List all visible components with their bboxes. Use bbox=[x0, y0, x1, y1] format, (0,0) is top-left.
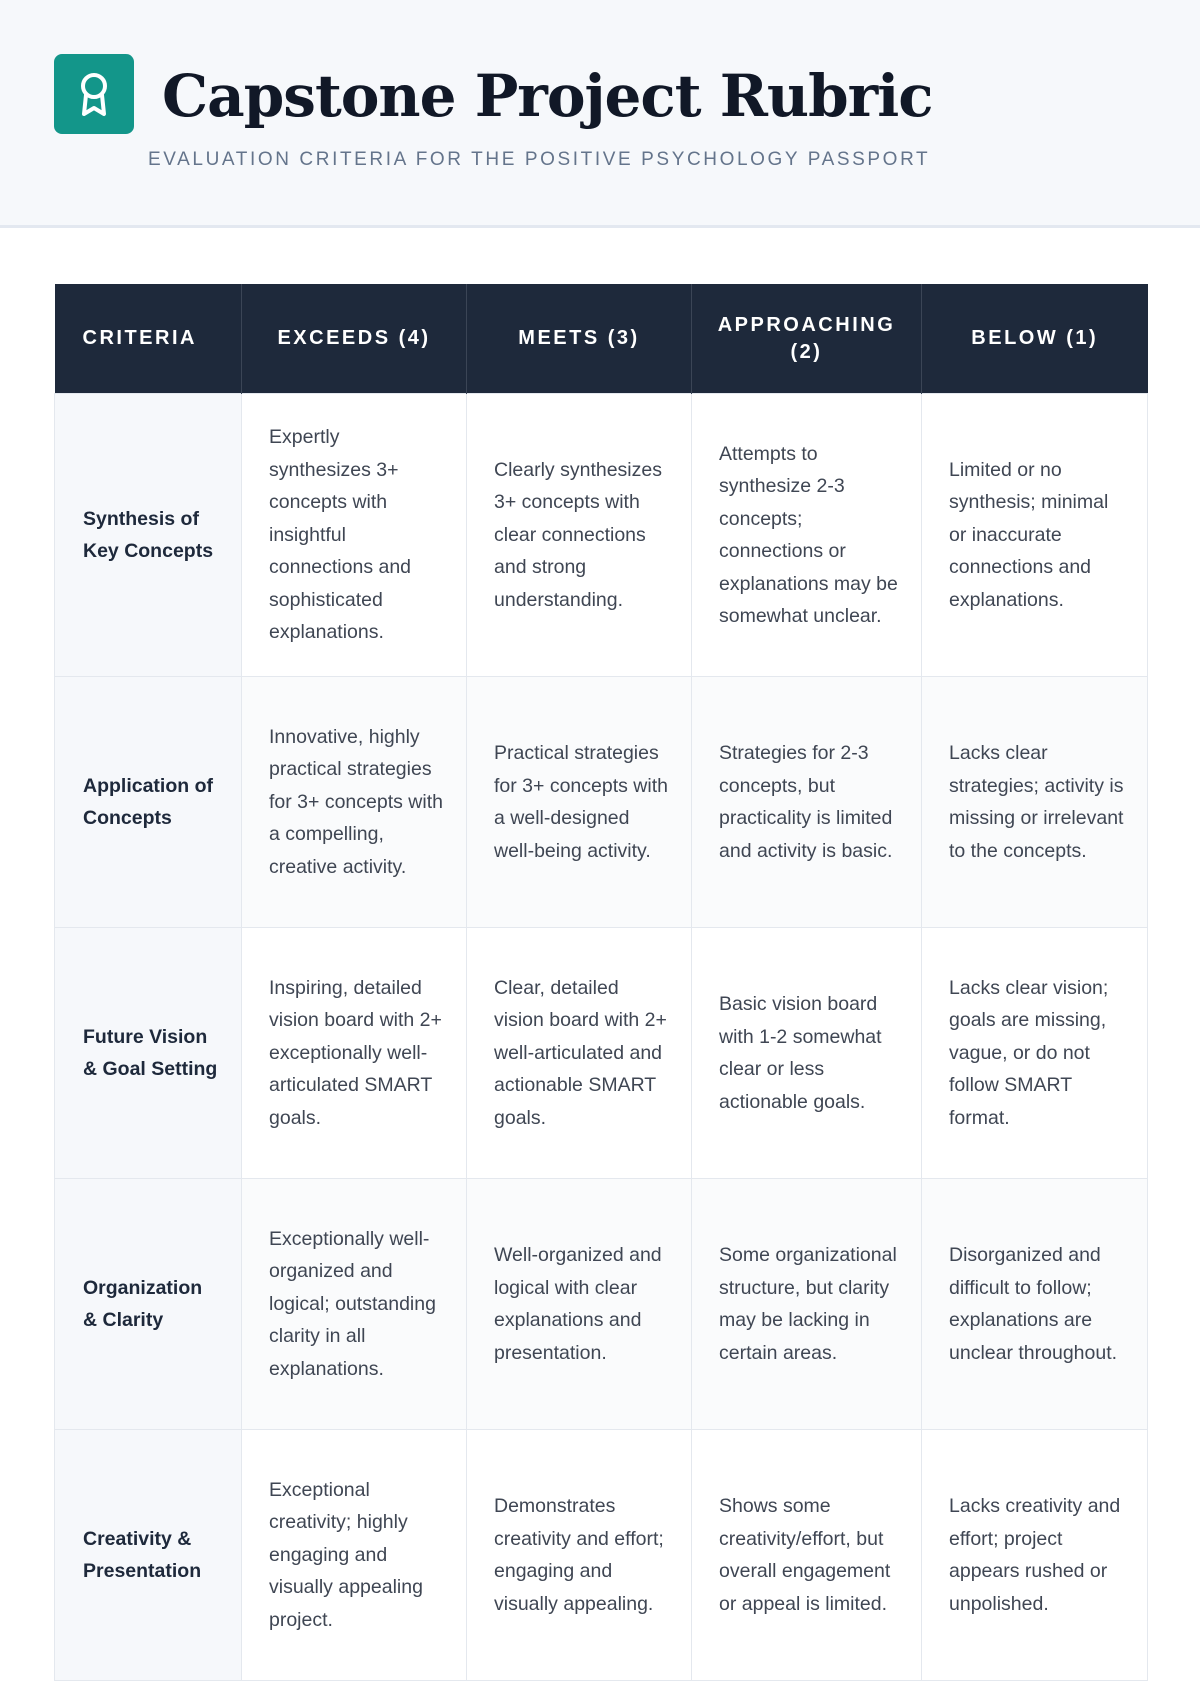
rubric-cell-exceeds: Exceptionally well-organized and logical; outstanding clarity in all explanations. bbox=[242, 1179, 467, 1430]
table-row bbox=[55, 394, 1148, 677]
page-header bbox=[0, 0, 1200, 228]
rubric-cell-below: Lacks clear vision; goals are missing, vague, or do not follow SMART format. bbox=[922, 928, 1148, 1179]
rubric-cell-approaching: Some organizational structure, but clarity may be lacking in certain areas. bbox=[692, 1179, 922, 1430]
criterion-label: Future Vision & Goal Setting bbox=[55, 928, 242, 1179]
rubric-cell-exceeds: Inspiring, detailed vision board with 2+ exceptionally well-articulated SMART goals. bbox=[242, 928, 467, 1179]
rubric-cell-approaching: Basic vision board with 1-2 somewhat clear or less actionable goals. bbox=[692, 928, 922, 1179]
table-row bbox=[55, 677, 1148, 928]
criterion-label: Creativity & Presentation bbox=[55, 1430, 242, 1681]
rubric-cell-approaching: Attempts to synthesize 2-3 concepts; connections or explanations may be somewhat unclear. bbox=[692, 394, 922, 677]
table-row bbox=[55, 1430, 1148, 1681]
column-header-exceeds: EXCEEDS (4) bbox=[242, 284, 467, 394]
rubric-cell-below: Limited or no synthesis; minimal or inaccurate connections and explanations. bbox=[922, 394, 1148, 677]
criterion-label: Synthesis of Key Concepts bbox=[55, 394, 242, 677]
rubric-cell-below: Lacks creativity and effort; project appears rushed or unpolished. bbox=[922, 1430, 1148, 1681]
table-row bbox=[55, 928, 1148, 1179]
award-ribbon-icon bbox=[54, 54, 134, 134]
rubric-cell-meets: Demonstrates creativity and effort; engaging and visually appealing. bbox=[467, 1430, 692, 1681]
rubric-cell-exceeds: Exceptional creativity; highly engaging and visually appealing project. bbox=[242, 1430, 467, 1681]
rubric-cell-exceeds: Innovative, highly practical strategies for 3+ concepts with a compelling, creative activity. bbox=[242, 677, 467, 928]
column-header-criteria: CRITERIA bbox=[55, 284, 242, 394]
criterion-label: Application of Concepts bbox=[55, 677, 242, 928]
rubric-cell-approaching: Shows some creativity/effort, but overall engagement or appeal is limited. bbox=[692, 1430, 922, 1681]
rubric-cell-meets: Clearly synthesizes 3+ concepts with clear connections and strong understanding. bbox=[467, 394, 692, 677]
column-header-below: BELOW (1) bbox=[922, 284, 1148, 394]
rubric-cell-exceeds: Expertly synthesizes 3+ concepts with insightful connections and sophisticated explanations. bbox=[242, 394, 467, 677]
table-header-row bbox=[55, 284, 1148, 394]
rubric-cell-approaching: Strategies for 2-3 concepts, but practicality is limited and activity is basic. bbox=[692, 677, 922, 928]
column-header-approaching: APPROACHING (2) bbox=[692, 284, 922, 394]
table-row bbox=[55, 1179, 1148, 1430]
award-ribbon-icon-graphic bbox=[72, 69, 116, 119]
page-subtitle: EVALUATION CRITERIA FOR THE POSITIVE PSYCHOLOGY PASSPORT bbox=[148, 149, 931, 170]
rubric-table bbox=[54, 284, 1148, 1681]
rubric-cell-meets: Clear, detailed vision board with 2+ well-articulated and actionable SMART goals. bbox=[467, 928, 692, 1179]
rubric-cell-below: Lacks clear strategies; activity is missing or irrelevant to the concepts. bbox=[922, 677, 1148, 928]
rubric-cell-below: Disorganized and difficult to follow; explanations are unclear throughout. bbox=[922, 1179, 1148, 1430]
column-header-meets: MEETS (3) bbox=[467, 284, 692, 394]
rubric-cell-meets: Practical strategies for 3+ concepts with a well-designed well-being activity. bbox=[467, 677, 692, 928]
rubric-cell-meets: Well-organized and logical with clear explanations and presentation. bbox=[467, 1179, 692, 1430]
criterion-label: Organization & Clarity bbox=[55, 1179, 242, 1430]
page-title: Capstone Project Rubric bbox=[162, 62, 933, 130]
